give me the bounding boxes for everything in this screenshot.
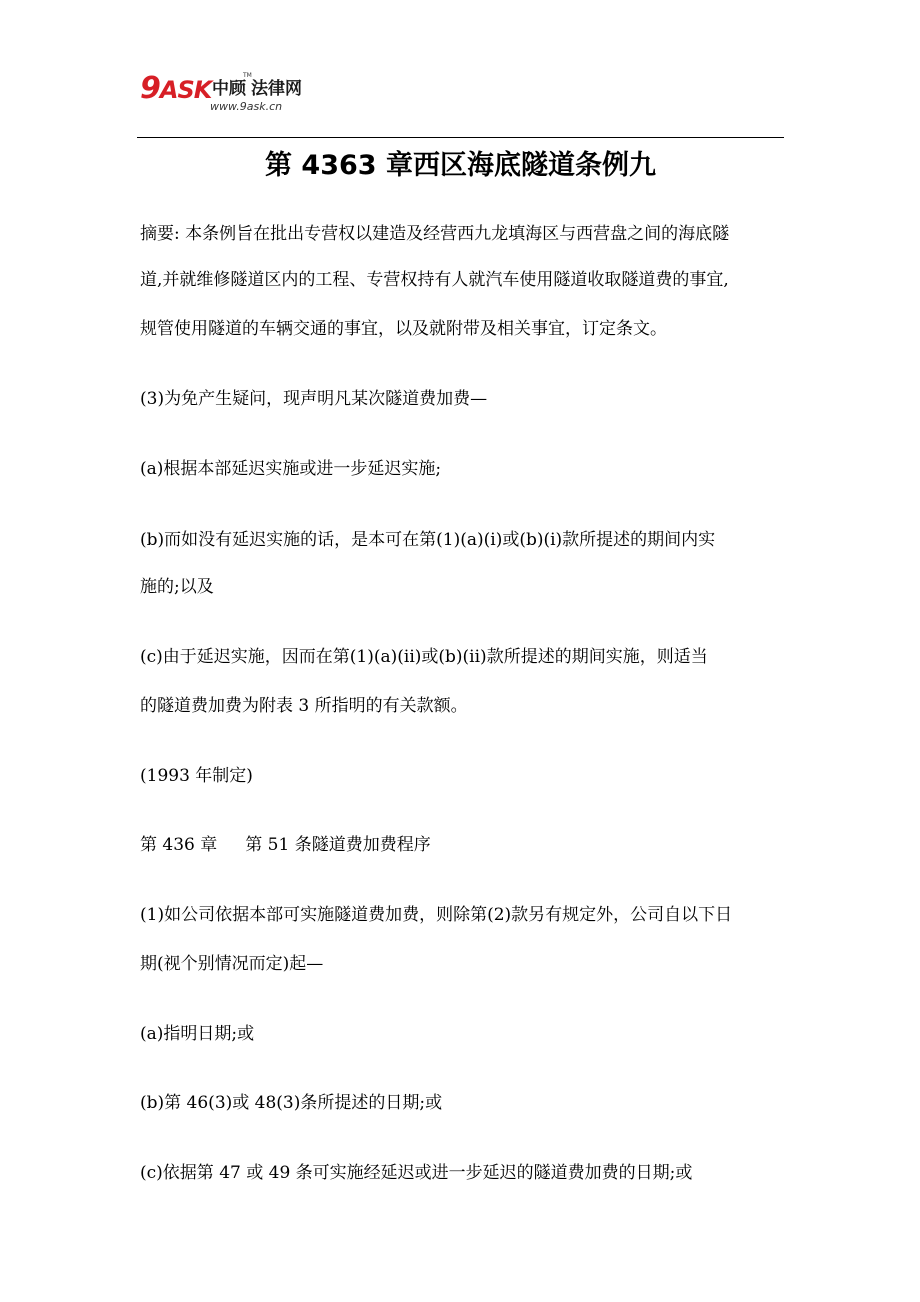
logo-brand-2: 法律网	[251, 79, 302, 99]
section-heading	[140, 822, 790, 868]
logo-mark-nine: 9	[140, 71, 160, 106]
abstract-line-2: 道,并就维修隧道区内的工程、专营权持有人就汽车使用隧道收取隧道费的事宜,	[140, 270, 729, 290]
clause-1-line-2: 期(视个别情况而定)起—	[140, 954, 324, 974]
logo-url: www.9ask.cn	[210, 100, 283, 113]
logo-mark	[140, 71, 212, 106]
logo-trademark: TM	[243, 72, 252, 79]
logo-brand-name	[212, 79, 302, 99]
clause-c-line-1: (c)由于延迟实施，因而在第(1)(a)(ii)或(b)(ii)款所提述的期间实施，则适当	[140, 647, 708, 667]
clause-b-line-1: (b)而如没有延迟实施的话，是本可在第(1)(a)(i)或(b)(i)款所提述的期间内实	[140, 530, 716, 550]
clause-a-text: (a)根据本部延迟实施或进一步延迟实施;	[140, 459, 442, 479]
chapter-number: 第 436 章	[140, 835, 218, 855]
subclause-c-text: (c)依据第 47 或 49 条可实施经延迟或进一步延迟的隧道费加费的日期;或	[140, 1163, 693, 1183]
abstract-line-1: 摘要: 本条例旨在批出专营权以建造及经营西九龙填海区与西营盘之间的海底隧	[140, 224, 730, 244]
clause-c-line-2: 的隧道费加费为附表 3 所指明的有关款额。	[140, 696, 468, 716]
header-divider	[137, 137, 784, 138]
abstract-line-3: 规管使用隧道的车辆交通的事宜，以及就附带及相关事宜，订定条文。	[140, 319, 667, 339]
subclause-b-text: (b)第 46(3)或 48(3)条所提述的日期;或	[140, 1093, 443, 1113]
logo-mark-text: ASK	[159, 76, 212, 104]
page-title: 第 4363 章西区海底隧道条例九	[265, 150, 656, 181]
subclause-a-text: (a)指明日期;或	[140, 1024, 255, 1044]
clause-1-line-1: (1)如公司依据本部可实施隧道费加费，则除第(2)款另有规定外，公司自以下日	[140, 905, 733, 925]
section-title: 第 51 条隧道费加费程序	[245, 835, 431, 855]
clause-b-line-2: 施的;以及	[140, 577, 214, 597]
site-logo[interactable]	[140, 72, 340, 122]
logo-brand-1: 中顾	[212, 79, 246, 99]
clause-3-text: (3)为免产生疑问，现声明凡某次隧道费加费—	[140, 389, 488, 409]
enactment-note: (1993 年制定)	[140, 766, 253, 786]
